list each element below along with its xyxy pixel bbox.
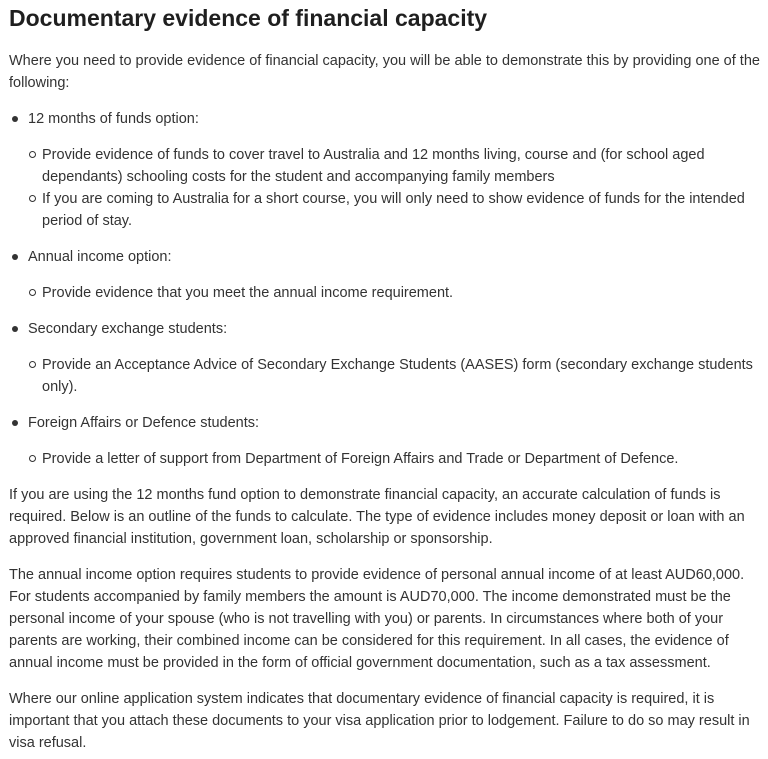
- sub-list-item: [28, 282, 760, 304]
- intro-paragraph: Where you need to provide evidence of financial capacity, you will be able to demonstrate this by providing one of the following:: [9, 53, 760, 91]
- bullet-circle-icon: [29, 151, 36, 158]
- sub-list: [28, 448, 760, 470]
- sub-list-item: [28, 144, 760, 188]
- options-list: [9, 108, 760, 470]
- sub-item-text: Provide evidence of funds to cover travel to Australia and 12 months living, course and (for school aged dependants) schooling costs for the student and accompanying family members: [42, 147, 705, 185]
- option-label: 12 months of funds option:: [28, 111, 199, 127]
- bullet-circle-icon: [29, 361, 36, 368]
- option-item-secondary-exchange: [9, 318, 760, 398]
- bullet-disc-icon: [12, 420, 18, 426]
- option-item-foreign-affairs-defence: [9, 412, 760, 470]
- sub-list-item: [28, 448, 760, 470]
- option-item-12-months: [9, 108, 760, 232]
- bullet-circle-icon: [29, 289, 36, 296]
- bullet-circle-icon: [29, 455, 36, 462]
- annual-income-paragraph: The annual income option requires students to provide evidence of personal annual income of at least AUD60,000. For students accompanied by family members the amount is AUD70,000. The income demonstrated must be the personal income of your spouse (who is not travelling with you) or parents. In circumstances where both of your parents are working, their combined income can be considered for this requirement. In all cases, the evidence of annual income must be provided in the form of official government documentation, such as a tax assessment.: [9, 567, 745, 671]
- bullet-disc-icon: [12, 254, 18, 260]
- online-application-paragraph: Where our online application system indicates that documentary evidence of financial capacity is required, it is important that you attach these documents to your visa application prior to lodgement. Failure to do so may result in visa refusal.: [9, 691, 750, 751]
- sub-item-text: Provide evidence that you meet the annual income requirement.: [42, 285, 454, 301]
- page-title: Documentary evidence of financial capacity: [9, 5, 488, 31]
- sub-list: [28, 282, 760, 304]
- sub-item-text: Provide an Acceptance Advice of Secondary Exchange Students (AASES) form (secondary exchange students only).: [42, 357, 753, 395]
- option-label: Secondary exchange students:: [28, 321, 228, 337]
- sub-item-text: Provide a letter of support from Department of Foreign Affairs and Trade or Department of Defence.: [42, 451, 679, 467]
- bullet-disc-icon: [12, 116, 18, 122]
- sub-list: [28, 144, 760, 232]
- sub-list-item: [28, 188, 760, 232]
- sub-list-item: [28, 354, 760, 398]
- bullet-circle-icon: [29, 195, 36, 202]
- option-item-annual-income: [9, 246, 760, 304]
- bullet-disc-icon: [12, 326, 18, 332]
- option-label: Foreign Affairs or Defence students:: [28, 415, 260, 431]
- sub-item-text: If you are coming to Australia for a short course, you will only need to show evidence of funds for the intended period of stay.: [42, 191, 745, 229]
- option-label: Annual income option:: [28, 249, 172, 265]
- sub-list: [28, 354, 760, 398]
- funds-option-paragraph: If you are using the 12 months fund option to demonstrate financial capacity, an accurate calculation of funds is required. Below is an outline of the funds to calculate. The type of evidence includes money deposit or loan with an approved financial institution, government loan, scholarship or sponsorship.: [9, 487, 745, 547]
